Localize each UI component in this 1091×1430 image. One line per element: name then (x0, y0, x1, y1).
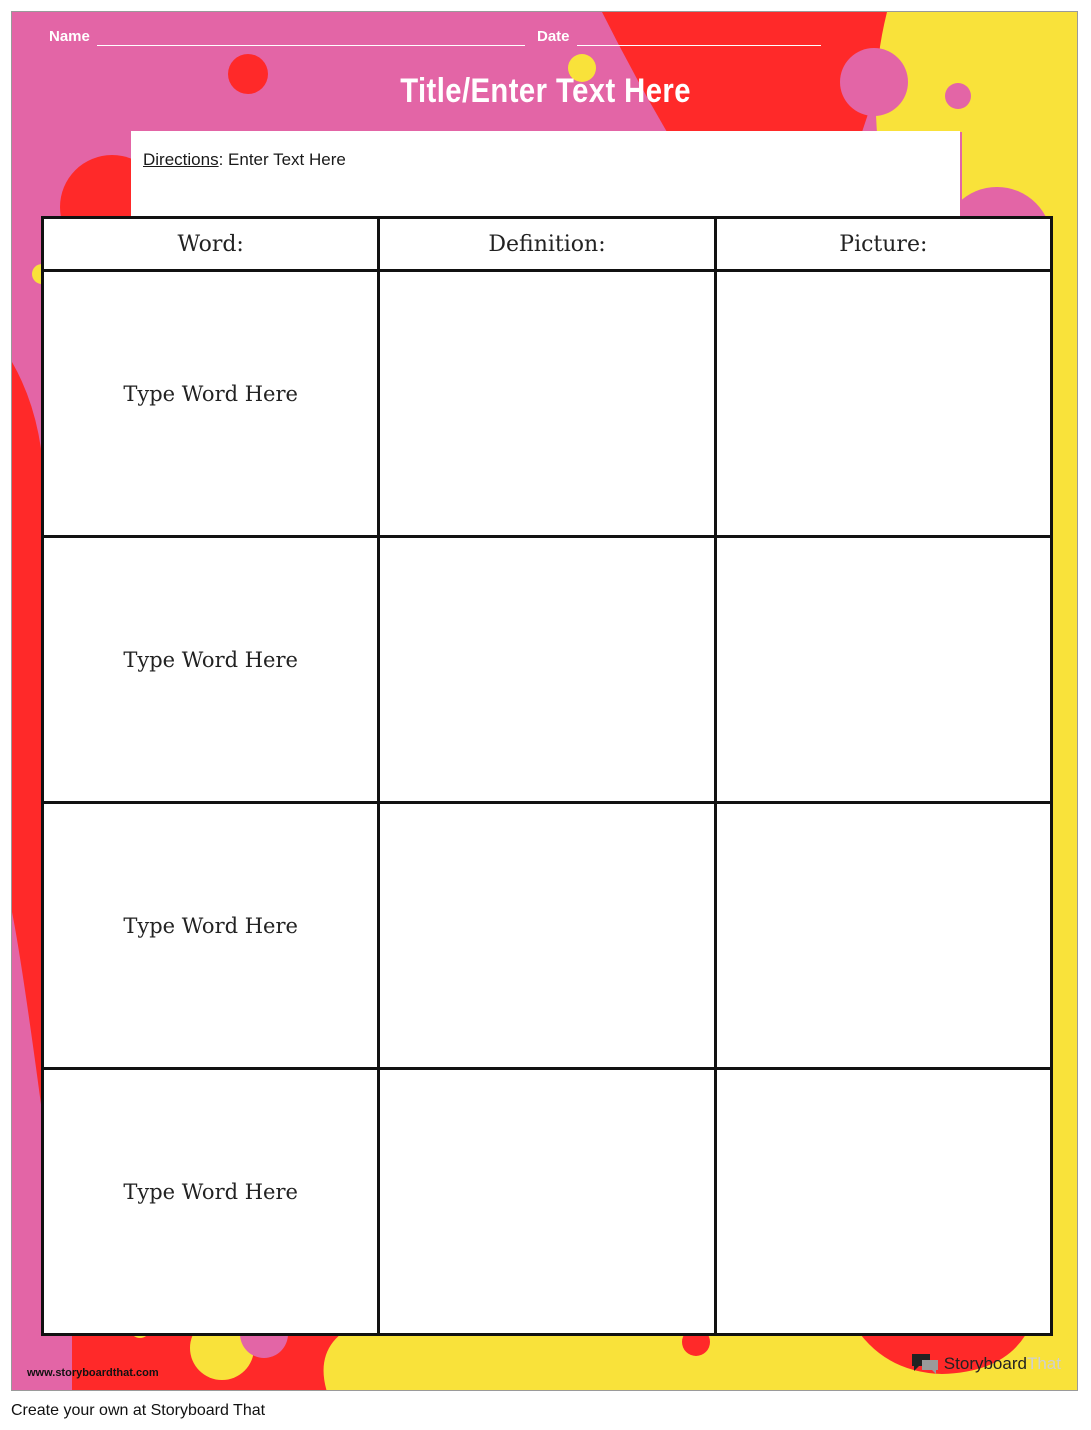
directions-box[interactable] (131, 131, 960, 217)
word-cell[interactable] (43, 1069, 379, 1335)
word-text: Type Word Here (123, 647, 298, 672)
date-field-line[interactable] (577, 45, 821, 46)
table-row (43, 271, 1052, 537)
table-row (43, 803, 1052, 1069)
date-label: Date (537, 28, 570, 45)
picture-cell[interactable] (715, 803, 1051, 1069)
speech-bubbles-icon (910, 1352, 940, 1376)
word-text: Type Word Here (123, 381, 298, 406)
directions-text: : Enter Text Here (218, 150, 346, 169)
definition-cell[interactable] (379, 537, 715, 803)
page-caption: Create your own at Storyboard That (11, 1402, 266, 1419)
directions-label: Directions (143, 150, 219, 169)
vocabulary-table (41, 216, 1053, 1336)
column-header-word: Word: (43, 218, 379, 271)
definition-cell[interactable] (379, 1069, 715, 1335)
definition-cell[interactable] (379, 271, 715, 537)
table-row (43, 537, 1052, 803)
storyboardthat-logo (910, 1351, 1061, 1377)
word-cell[interactable] (43, 803, 379, 1069)
word-text: Type Word Here (123, 913, 298, 938)
name-label: Name (49, 28, 90, 45)
definition-cell[interactable] (379, 803, 715, 1069)
picture-cell[interactable] (715, 271, 1051, 537)
footer-url: www.storyboardthat.com (27, 1367, 159, 1379)
column-header-definition: Definition: (379, 218, 715, 271)
brand-storyboard: Storyboard (943, 1354, 1027, 1373)
brand-that: That (1026, 1354, 1061, 1373)
picture-cell[interactable] (715, 537, 1051, 803)
word-cell[interactable] (43, 537, 379, 803)
picture-cell[interactable] (715, 1069, 1051, 1335)
word-text: Type Word Here (123, 1179, 298, 1204)
column-header-picture: Picture: (715, 218, 1051, 271)
worksheet-title[interactable]: Title/Enter Text Here (400, 72, 691, 110)
word-cell[interactable] (43, 271, 379, 537)
table-header-row (43, 218, 1052, 271)
table-row (43, 1069, 1052, 1335)
worksheet-page (11, 11, 1078, 1391)
name-field-line[interactable] (97, 45, 525, 46)
